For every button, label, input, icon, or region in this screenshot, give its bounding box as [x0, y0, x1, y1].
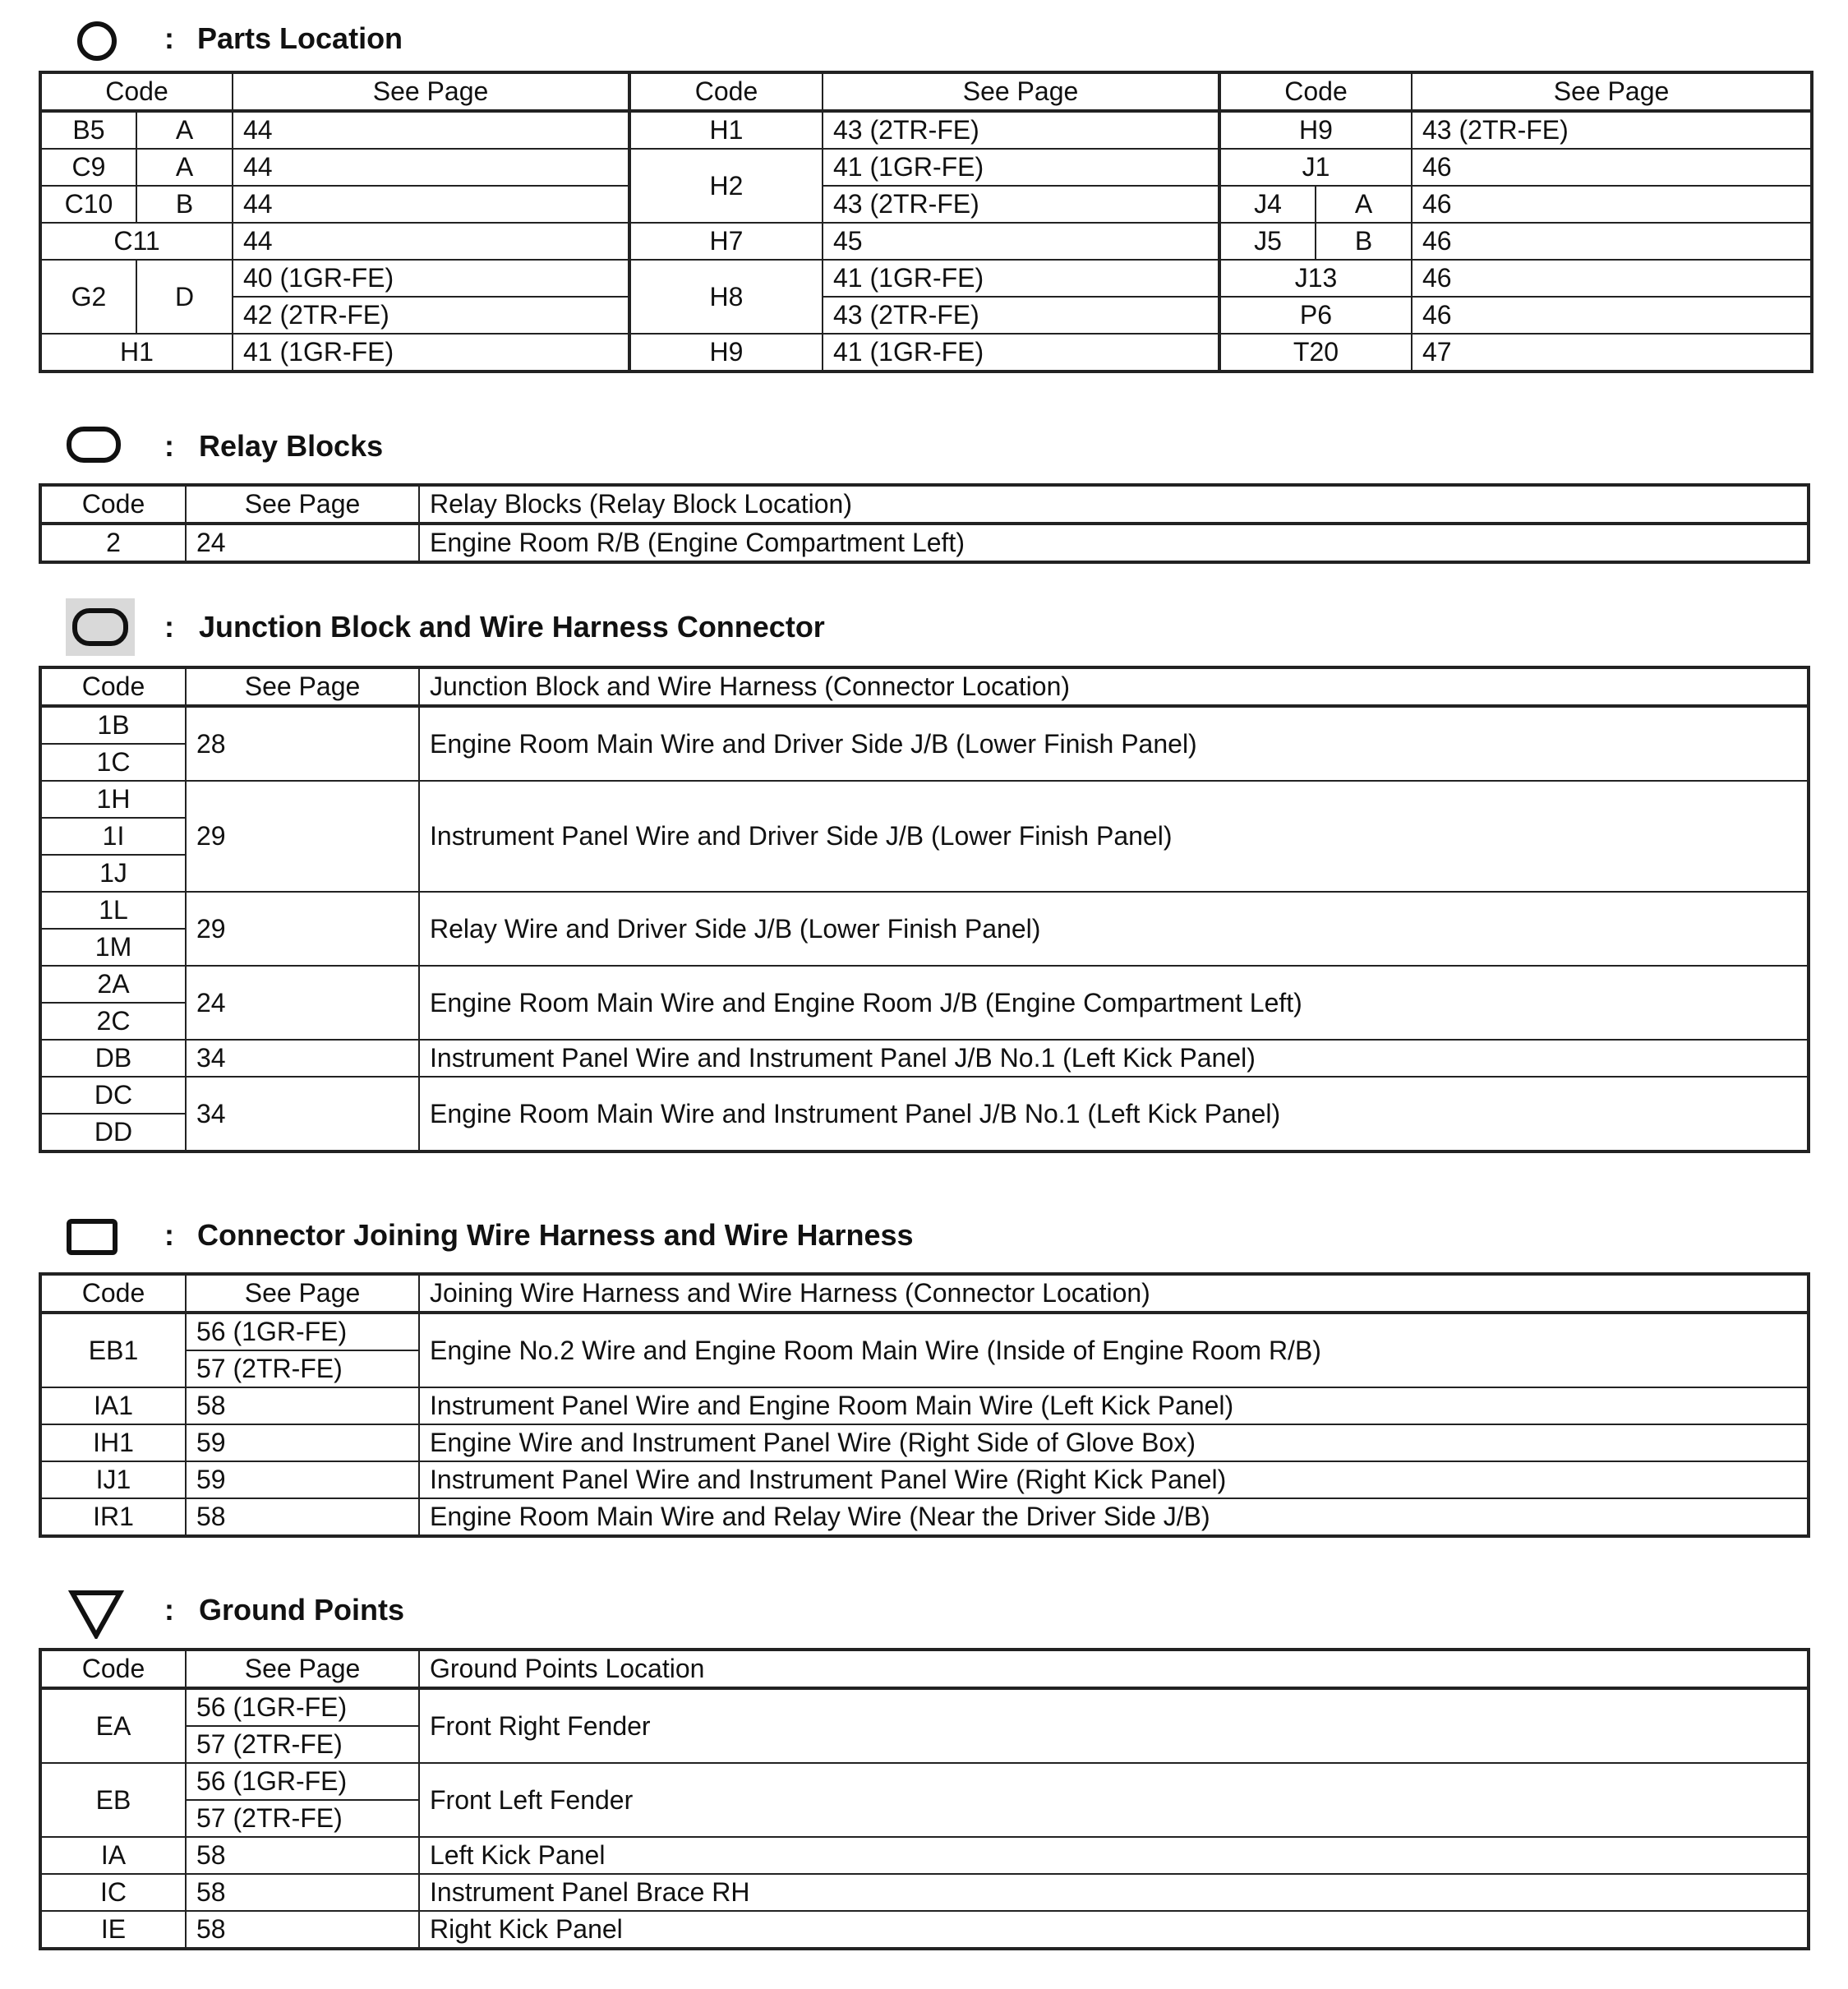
code-cell: C9	[40, 149, 136, 186]
table-row	[40, 1077, 1809, 1114]
page-cell: 44	[233, 111, 629, 149]
description-cell: Left Kick Panel	[419, 1837, 1809, 1874]
code-cell: 1M	[40, 929, 186, 966]
header-code: Code	[40, 72, 233, 111]
code-cell: 2	[40, 524, 186, 562]
section-title: Connector Joining Wire Harness and Wire Harness	[197, 1218, 914, 1252]
table-row	[40, 223, 1812, 260]
description-cell: Engine Room Main Wire and Instrument Panel J/B No.1 (Left Kick Panel)	[419, 1077, 1809, 1151]
section-title: Ground Points	[199, 1593, 404, 1627]
heading-colon: :	[164, 1218, 174, 1252]
code-cell: IE	[40, 1911, 186, 1949]
sub-code-cell: A	[1316, 186, 1412, 223]
page-cell: 58	[186, 1387, 419, 1424]
header-description: Relay Blocks (Relay Block Location)	[419, 485, 1809, 524]
table-row	[40, 1688, 1809, 1726]
table-header-row	[40, 667, 1809, 706]
page-cell: 58	[186, 1837, 419, 1874]
circle-icon	[76, 20, 118, 62]
code-cell: B5	[40, 111, 136, 149]
code-cell: H1	[629, 111, 823, 149]
page-cell: 56 (1GR-FE)	[186, 1313, 419, 1350]
code-cell: 1J	[40, 855, 186, 892]
code-cell: DC	[40, 1077, 186, 1114]
code-cell: IC	[40, 1874, 186, 1911]
page-cell: 43 (2TR-FE)	[823, 297, 1219, 334]
description-cell: Engine Room Main Wire and Relay Wire (Near the Driver Side J/B)	[419, 1498, 1809, 1536]
table-row	[40, 111, 1812, 149]
parts-location-heading	[0, 0, 1848, 66]
junction-block-table	[39, 666, 1810, 1153]
triangle-down-icon	[67, 1588, 125, 1639]
description-cell: Right Kick Panel	[419, 1911, 1809, 1949]
code-cell: IA	[40, 1837, 186, 1874]
code-cell: 1L	[40, 892, 186, 929]
code-cell: J4	[1219, 186, 1316, 223]
page-cell: 46	[1412, 149, 1812, 186]
page-cell: 58	[186, 1498, 419, 1536]
shaded-rounded-rect-icon	[66, 598, 135, 656]
code-cell: IR1	[40, 1498, 186, 1536]
page-cell: 43 (2TR-FE)	[823, 186, 1219, 223]
table-row	[40, 706, 1809, 744]
table-row	[40, 297, 1812, 334]
page-cell: 58	[186, 1911, 419, 1949]
code-cell: 1B	[40, 706, 186, 744]
code-cell: G2	[40, 260, 136, 334]
code-cell: 1I	[40, 818, 186, 855]
header-code: Code	[40, 667, 186, 706]
relay-blocks-heading	[0, 411, 1848, 477]
description-cell: Relay Wire and Driver Side J/B (Lower Finish Panel)	[419, 892, 1809, 966]
table-header-row	[40, 485, 1809, 524]
heading-colon: :	[164, 21, 174, 55]
code-cell: EB	[40, 1763, 186, 1837]
connector-joining-heading	[0, 1200, 1848, 1266]
page-cell: 41 (1GR-FE)	[823, 260, 1219, 297]
ground-points-heading	[0, 1575, 1848, 1641]
table-row	[40, 149, 1812, 186]
description-cell: Engine No.2 Wire and Engine Room Main Wire (Inside of Engine Room R/B)	[419, 1313, 1809, 1387]
header-see-page: See Page	[823, 72, 1219, 111]
description-cell: Instrument Panel Wire and Instrument Panel J/B No.1 (Left Kick Panel)	[419, 1040, 1809, 1077]
page-cell: 41 (1GR-FE)	[233, 334, 629, 371]
table-row	[40, 781, 1809, 818]
table-row	[40, 1040, 1809, 1077]
code-cell: J13	[1219, 260, 1412, 297]
page-cell: 46	[1412, 260, 1812, 297]
header-see-page: See Page	[186, 1650, 419, 1688]
page-cell: 59	[186, 1461, 419, 1498]
code-cell: 2C	[40, 1003, 186, 1040]
page-cell: 57 (2TR-FE)	[186, 1726, 419, 1763]
ground-points-table	[39, 1648, 1810, 1950]
code-cell: EA	[40, 1688, 186, 1763]
code-cell: IH1	[40, 1424, 186, 1461]
section-title: Junction Block and Wire Harness Connector	[199, 610, 825, 644]
description-cell: Engine Room Main Wire and Engine Room J/B (Engine Compartment Left)	[419, 966, 1809, 1040]
code-cell: J5	[1219, 223, 1316, 260]
table-row	[40, 260, 1812, 297]
code-cell: H9	[629, 334, 823, 371]
table-row	[40, 1461, 1809, 1498]
header-code: Code	[40, 1650, 186, 1688]
code-cell: IJ1	[40, 1461, 186, 1498]
page-cell: 29	[186, 781, 419, 892]
relay-blocks-table	[39, 483, 1810, 564]
page-cell: 34	[186, 1040, 419, 1077]
page-cell: 57 (2TR-FE)	[186, 1350, 419, 1387]
code-cell: DD	[40, 1114, 186, 1151]
code-cell: H2	[629, 149, 823, 223]
table-row	[40, 524, 1809, 562]
code-cell: 1H	[40, 781, 186, 818]
sub-code-cell: D	[136, 260, 233, 334]
table-row	[40, 1424, 1809, 1461]
code-cell: J1	[1219, 149, 1412, 186]
section-title: Parts Location	[197, 21, 403, 55]
heading-colon: :	[164, 610, 174, 644]
header-code: Code	[1219, 72, 1412, 111]
page-cell: 56 (1GR-FE)	[186, 1763, 419, 1800]
code-cell: DB	[40, 1040, 186, 1077]
page-cell: 42 (2TR-FE)	[233, 297, 629, 334]
table-header-row	[40, 1650, 1809, 1688]
page-cell: 29	[186, 892, 419, 966]
page-cell: 46	[1412, 186, 1812, 223]
description-cell: Engine Room Main Wire and Driver Side J/B (Lower Finish Panel)	[419, 706, 1809, 781]
header-description: Junction Block and Wire Harness (Connector Location)	[419, 667, 1809, 706]
page-cell: 46	[1412, 297, 1812, 334]
table-row	[40, 966, 1809, 1003]
heading-colon: :	[164, 1593, 174, 1627]
code-cell: 2A	[40, 966, 186, 1003]
page-cell: 43 (2TR-FE)	[1412, 111, 1812, 149]
page-cell: 24	[186, 966, 419, 1040]
header-description: Joining Wire Harness and Wire Harness (Connector Location)	[419, 1274, 1809, 1313]
code-cell: T20	[1219, 334, 1412, 371]
sub-code-cell: A	[136, 149, 233, 186]
code-cell: C11	[40, 223, 233, 260]
code-cell: IA1	[40, 1387, 186, 1424]
page-cell: 28	[186, 706, 419, 781]
code-cell: H7	[629, 223, 823, 260]
sub-code-cell: B	[136, 186, 233, 223]
code-cell: H9	[1219, 111, 1412, 149]
header-code: Code	[40, 1274, 186, 1313]
code-cell: P6	[1219, 297, 1412, 334]
rounded-rect-icon	[66, 426, 122, 464]
description-cell: Instrument Panel Wire and Driver Side J/B (Lower Finish Panel)	[419, 781, 1809, 892]
page-cell: 44	[233, 186, 629, 223]
header-code: Code	[629, 72, 823, 111]
table-header-row	[40, 1274, 1809, 1313]
table-row	[40, 186, 1812, 223]
page-cell: 43 (2TR-FE)	[823, 111, 1219, 149]
code-cell: H8	[629, 260, 823, 334]
page-cell: 57 (2TR-FE)	[186, 1800, 419, 1837]
page-cell: 41 (1GR-FE)	[823, 149, 1219, 186]
sub-code-cell: B	[1316, 223, 1412, 260]
description-cell: Front Right Fender	[419, 1688, 1809, 1763]
table-row	[40, 1498, 1809, 1536]
parts-location-table	[39, 71, 1813, 373]
table-header-row	[40, 72, 1812, 111]
description-cell: Instrument Panel Brace RH	[419, 1874, 1809, 1911]
header-see-page: See Page	[186, 1274, 419, 1313]
sub-code-cell: A	[136, 111, 233, 149]
header-see-page: See Page	[233, 72, 629, 111]
page-cell: 41 (1GR-FE)	[823, 334, 1219, 371]
table-row	[40, 892, 1809, 929]
page-cell: 58	[186, 1874, 419, 1911]
description-cell: Instrument Panel Wire and Engine Room Main Wire (Left Kick Panel)	[419, 1387, 1809, 1424]
page-cell: 46	[1412, 223, 1812, 260]
table-row	[40, 334, 1812, 371]
page-cell: 56 (1GR-FE)	[186, 1688, 419, 1726]
code-cell: EB1	[40, 1313, 186, 1387]
description-cell: Engine Wire and Instrument Panel Wire (Right Side of Glove Box)	[419, 1424, 1809, 1461]
table-row	[40, 1763, 1809, 1800]
header-see-page: See Page	[186, 667, 419, 706]
header-code: Code	[40, 485, 186, 524]
page-cell: 40 (1GR-FE)	[233, 260, 629, 297]
page-cell: 24	[186, 524, 419, 562]
page-cell: 59	[186, 1424, 419, 1461]
table-row	[40, 1313, 1809, 1350]
table-row	[40, 1387, 1809, 1424]
page-cell: 44	[233, 149, 629, 186]
square-icon	[66, 1218, 118, 1256]
page-cell: 45	[823, 223, 1219, 260]
code-cell: 1C	[40, 744, 186, 781]
connector-joining-table	[39, 1272, 1810, 1538]
table-row	[40, 1874, 1809, 1911]
code-cell: H1	[40, 334, 233, 371]
junction-block-heading	[0, 593, 1848, 659]
header-see-page: See Page	[1412, 72, 1812, 111]
header-description: Ground Points Location	[419, 1650, 1809, 1688]
header-see-page: See Page	[186, 485, 419, 524]
page-cell: 44	[233, 223, 629, 260]
section-title: Relay Blocks	[199, 429, 384, 463]
page-cell: 34	[186, 1077, 419, 1151]
table-row	[40, 1837, 1809, 1874]
code-cell: C10	[40, 186, 136, 223]
table-row	[40, 1911, 1809, 1949]
description-cell: Instrument Panel Wire and Instrument Panel Wire (Right Kick Panel)	[419, 1461, 1809, 1498]
description-cell: Front Left Fender	[419, 1763, 1809, 1837]
heading-colon: :	[164, 429, 174, 463]
page-cell: 47	[1412, 334, 1812, 371]
description-cell: Engine Room R/B (Engine Compartment Left)	[419, 524, 1809, 562]
